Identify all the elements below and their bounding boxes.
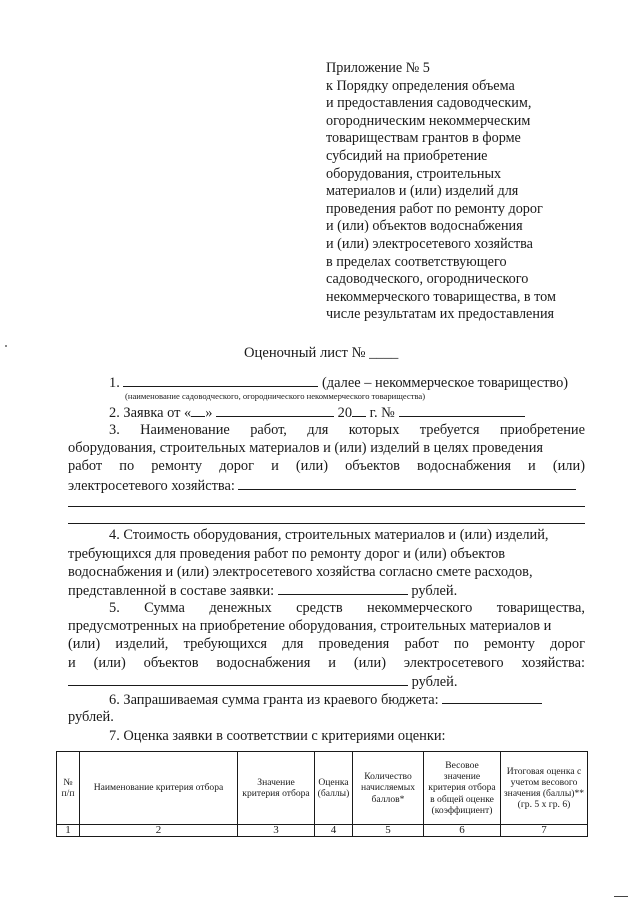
word: водоснабжения: [216, 655, 311, 671]
appendix-line: и предоставления садоводческим,: [326, 95, 532, 112]
appendix-line: товариществам грантов в форме: [326, 130, 521, 147]
grant-amount-field[interactable]: [442, 690, 542, 704]
item-5-line-1: [109, 599, 585, 617]
item-1: [109, 373, 568, 392]
partnership-funds-field[interactable]: [68, 672, 408, 686]
word: (или): [295, 458, 328, 474]
col-header-score: Оценка (баллы): [315, 752, 353, 825]
word: требующихся: [183, 636, 267, 652]
word: проведения: [318, 636, 390, 652]
item-2-prefix: 2. Заявка от «: [109, 405, 192, 421]
item-3-line-1: [109, 421, 585, 439]
word: средств: [296, 600, 343, 616]
item-3-label: электросетевого хозяйства:: [68, 478, 235, 494]
application-number-field[interactable]: [399, 403, 525, 417]
item-6-label: 6. Запрашиваемая сумма гранта из краевого бюджета:: [109, 692, 439, 708]
sheet-title: Оценочный лист № ____: [244, 345, 399, 361]
word: по: [119, 458, 135, 474]
appendix-line: огородническим некоммерческим: [326, 112, 531, 129]
item-4-line-2: требующихся для проведения работ по ремонту дорог и (или) объектов: [68, 546, 506, 562]
criteria-table: [56, 751, 588, 837]
word: и: [271, 458, 279, 474]
col-header-criterion-name: Наименование критерия отбора: [80, 752, 238, 825]
appendix-line: в пределах соответствующего: [326, 253, 507, 270]
works-name-field[interactable]: [238, 476, 576, 490]
cost-field[interactable]: [278, 581, 408, 595]
item-6-line-2: рублей.: [68, 709, 114, 725]
word: дорог: [219, 458, 254, 474]
item-5-line-4: [68, 654, 585, 672]
word: и: [68, 655, 76, 671]
word: для: [282, 636, 304, 652]
appendix-line: материалов и (или) изделий для: [326, 183, 519, 200]
word: 3. Наименование: [109, 422, 230, 438]
word: работ,: [250, 422, 287, 438]
day-field[interactable]: [191, 403, 205, 417]
item-1-suffix: (далее – некоммерческое товарищество): [322, 375, 569, 391]
item-5-unit: рублей.: [411, 674, 458, 690]
word: требуется: [419, 422, 480, 438]
table-column-numbers-row: [57, 825, 588, 837]
word: (или): [552, 458, 585, 474]
column-number-cell: 3: [238, 825, 315, 837]
appendix-line: некоммерческого товарищества, в том: [326, 288, 556, 305]
word: для: [307, 422, 329, 438]
word: (или): [93, 655, 126, 671]
col-header-points: Количество начисляемых баллов*: [353, 752, 424, 825]
scan-artifact: [614, 896, 628, 897]
works-name-line-2[interactable]: [68, 506, 585, 507]
item-4-line-4: [68, 581, 457, 600]
word: (или): [353, 655, 386, 671]
col-header-number: № п/п: [57, 752, 80, 825]
appendix-line: субсидий на приобретение: [326, 147, 488, 164]
word: ремонту: [151, 458, 203, 474]
appendix-line: числе результатам их предоставления: [326, 306, 555, 323]
item-4-unit: рублей.: [411, 583, 458, 599]
item-5-line-3: [68, 635, 585, 653]
word: ремонту: [484, 636, 535, 652]
word: и: [328, 655, 336, 671]
word: электросетевого: [403, 655, 504, 671]
col-header-weight: Весовое значение критерия отбора в общей оценке (коэффициент): [424, 752, 501, 825]
works-name-line-3[interactable]: [68, 523, 585, 524]
month-field[interactable]: [216, 403, 334, 417]
scan-artifact: [5, 345, 7, 347]
item-1-caption: (наименование садоводческого, огороднического некоммерческого товарищества): [125, 391, 426, 401]
year-field[interactable]: [352, 403, 366, 417]
item-1-number: 1.: [109, 375, 120, 391]
word: водоснабжения: [417, 458, 511, 474]
item-3-line-3: [68, 457, 585, 475]
col-header-criterion-value: Значение критерия отбора: [238, 752, 315, 825]
col-header-total: Итоговая оценка с учетом весового значения (баллы)** (гр. 5 х гр. 6): [501, 752, 588, 825]
item-6-line-1: [109, 690, 542, 709]
item-3-line-4: [68, 476, 576, 495]
item-4-label: представленной в составе заявки:: [68, 583, 275, 599]
appendix-line: Приложение № 5: [326, 60, 430, 76]
appendix-line: и (или) объектов водоснабжения: [326, 218, 523, 235]
item-2-quote: »: [205, 405, 213, 421]
word: объектов: [143, 655, 199, 671]
item-5-line-2: предусмотренных на приобретение оборудования, строительных материалов и: [68, 618, 552, 634]
word: (или): [68, 636, 101, 652]
item-4-line-3: водоснабжения и (или) электросетевого хозяйства согласно смете расходов,: [68, 564, 533, 580]
column-number-cell: 7: [501, 825, 588, 837]
item-2-year-suffix: г. №: [369, 405, 395, 421]
item-5-line-5: [68, 672, 457, 691]
word: дорог: [550, 636, 585, 652]
word: которых: [348, 422, 400, 438]
word: приобретение: [499, 422, 586, 438]
word: работ: [68, 458, 103, 474]
item-7: 7. Оценка заявки в соответствии с критериями оценки:: [109, 728, 446, 744]
appendix-line: проведения работ по ремонту дорог: [326, 200, 543, 217]
column-number-cell: 5: [353, 825, 424, 837]
appendix-line: садоводческого, огороднического: [326, 271, 529, 288]
column-number-cell: 4: [315, 825, 353, 837]
word: денежных: [209, 600, 272, 616]
item-2-year-prefix: 20: [337, 405, 353, 421]
word: 5. Сумма: [109, 600, 185, 616]
appendix-header: [326, 60, 606, 324]
word: работ: [404, 636, 439, 652]
column-number-cell: 2: [80, 825, 238, 837]
table-header-row: [57, 752, 588, 825]
partnership-name-field[interactable]: [123, 373, 318, 387]
column-number-cell: 1: [57, 825, 80, 837]
column-number-cell: 6: [424, 825, 501, 837]
word: некоммерческого: [367, 600, 473, 616]
word: товарищества,: [496, 600, 586, 616]
appendix-line: и (или) электросетевого хозяйства: [326, 235, 533, 252]
word: изделий,: [115, 636, 169, 652]
word: и: [528, 458, 536, 474]
word: хозяйства:: [521, 655, 586, 671]
word: объектов: [345, 458, 400, 474]
appendix-line: оборудования, строительных: [326, 165, 502, 182]
item-3-line-2: оборудования, строительных материалов и (или) изделий в целях проведения: [68, 440, 544, 456]
appendix-line: к Порядку определения объема: [326, 77, 515, 94]
item-4-line-1: 4. Стоимость оборудования, строительных материалов и (или) изделий,: [109, 527, 549, 543]
item-2: [109, 403, 525, 422]
word: по: [453, 636, 469, 652]
